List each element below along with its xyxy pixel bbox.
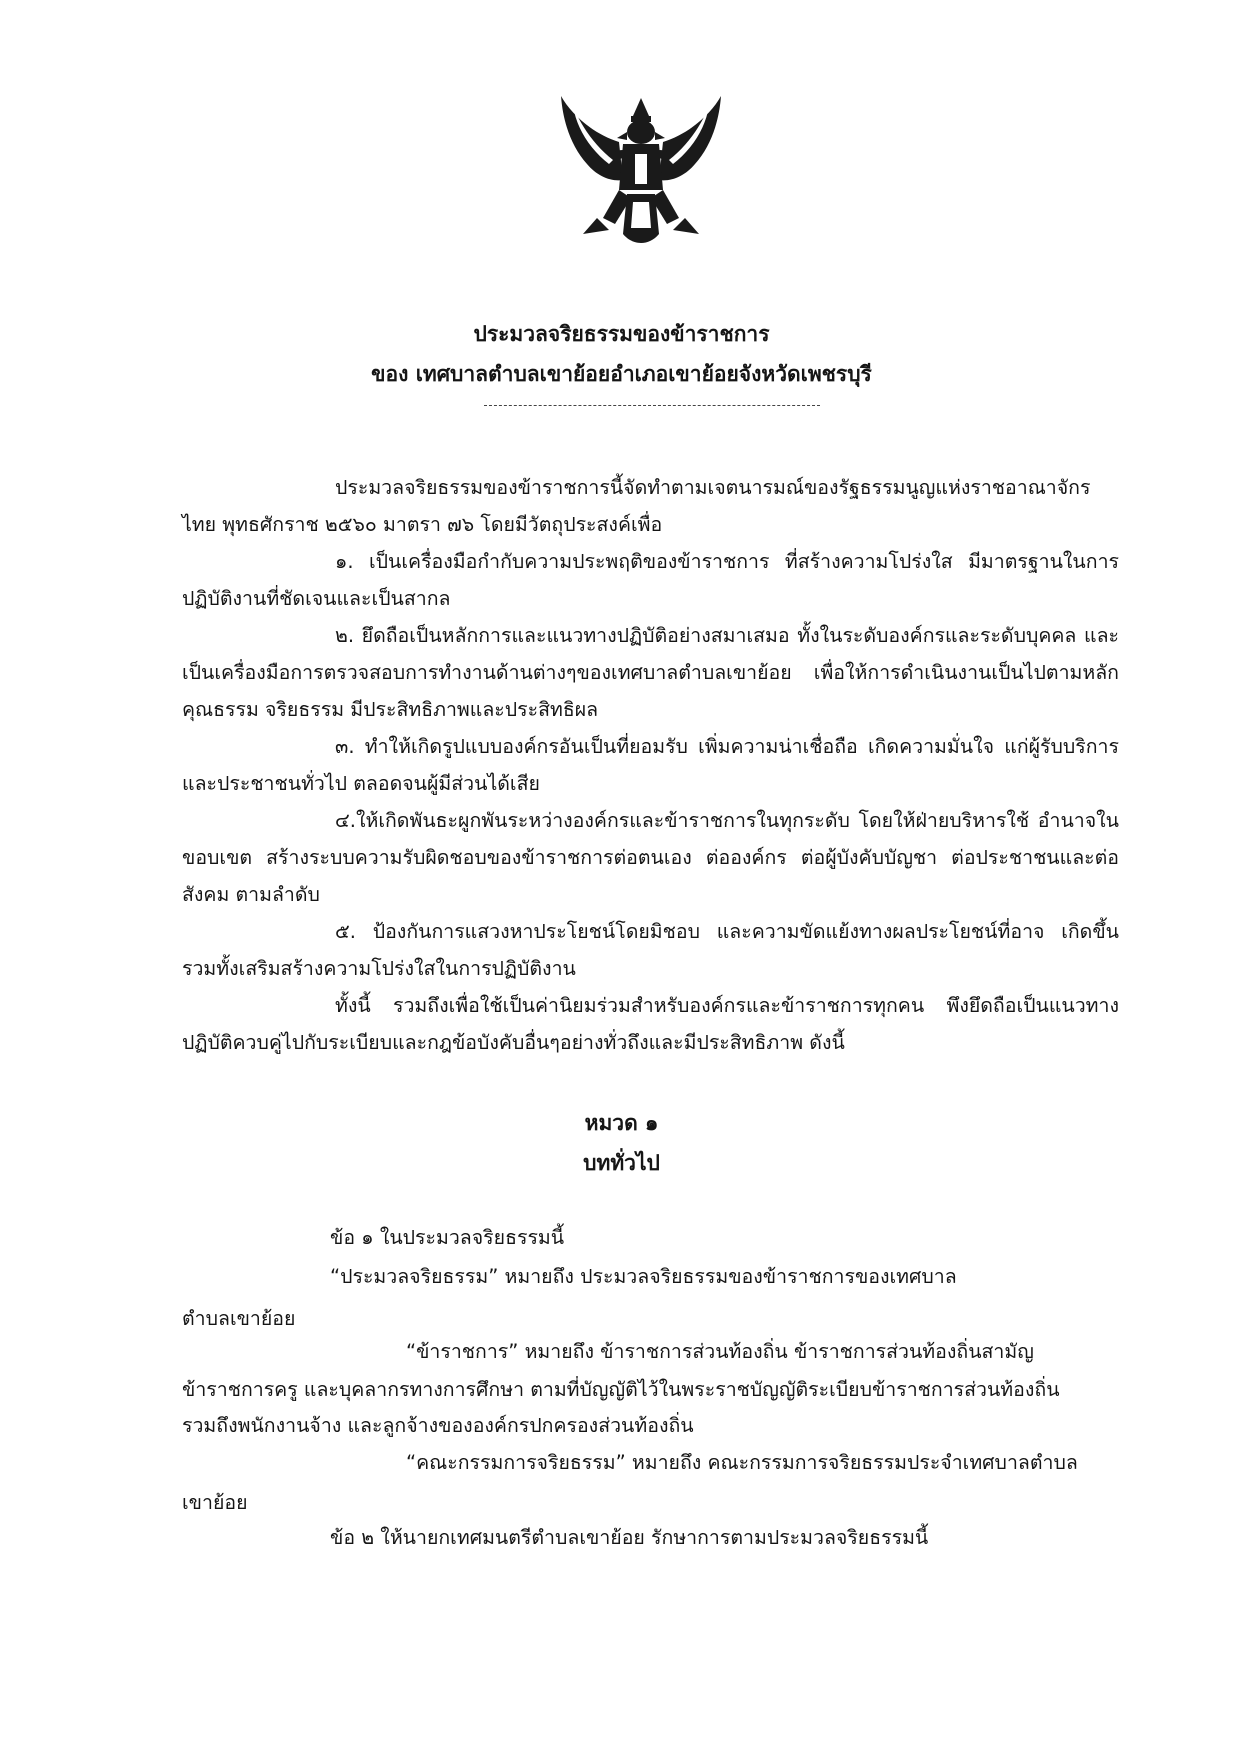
objective-item-5: ๕. ป้องกันการแสวงหาประโยชน์โดยมิชอบ และความขัดแย้งทางผลประโยชน์ที่อาจ เกิดขึ้นรวมทั้งเสริมสร้างความโปร่งใสในการปฏิบัติงาน bbox=[182, 920, 1119, 980]
preamble-paragraph: ประมวลจริยธรรมของข้าราชการนี้จัดทำตามเจตนารมณ์ของรัฐธรรมนูญแห่งราชอาณาจักรไทย พุทธศักราช ๒๕๖๐ มาตรา ๗๖ โดยมีวัตถุประสงค์เพื่อ bbox=[182, 476, 1091, 536]
definition-code-line1: “ประมวลจริยธรรม” หมายถึง ประมวลจริยธรรมของข้าราชการของเทศบาล bbox=[330, 1265, 957, 1288]
chapter-heading: หมวด ๑ bbox=[584, 1111, 659, 1135]
definition-official-line3: รวมถึงพนักงานจ้าง และลูกจ้างขององค์กรปกครองส่วนท้องถิ่น bbox=[182, 1414, 694, 1437]
definition-official-line2: ข้าราชการครู และบุคลากรทางการศึกษา ตามที่บัญญัติไว้ในพระราชบัญญัติระเบียบข้าราชการส่วนท้องถิ่น bbox=[182, 1378, 1060, 1401]
closing-paragraph: ทั้งนี้ รวมถึงเพื่อใช้เป็นค่านิยมร่วมสำหรับองค์กรและข้าราชการทุกคน พึงยึดถือเป็นแนวทางปฏิบัติควบคู่ไปกับระเบียบและกฎข้อบังคับอื่นๆอย่างทั่วถึงและมีประสิทธิภาพ ดังนี้ bbox=[182, 994, 1119, 1054]
chapter-subheading: บททั่วไป bbox=[583, 1151, 660, 1175]
title-divider bbox=[484, 405, 820, 406]
garuda-emblem bbox=[553, 94, 729, 250]
objective-item-1: ๑. เป็นเครื่องมือกำกับความประพฤติของข้าราชการ ที่สร้างความโปร่งใส มีมาตรฐานในการปฏิบัติงานที่ชัดเจนและเป็นสากล bbox=[182, 550, 1119, 610]
definition-committee-line2: เขาย้อย bbox=[182, 1491, 248, 1514]
document-subtitle: ของ เทศบาลตำบลเขาย้อยอำเภอเขาย้อยจังหวัดเพชรบุรี bbox=[371, 362, 872, 386]
objective-item-2: ๒. ยึดถือเป็นหลักการและแนวทางปฏิบัติอย่างสมาเสมอ ทั้งในระดับองค์กรและระดับบุคคล และเป็นเครื่องมือการตรวจสอบการทำงานด้านต่างๆของเทศบาลตำบลเขาย้อย เพื่อให้การดำเนินงานเป็นไปตามหลักคุณธรรม จริยธรรม มีประสิทธิภาพและประสิทธิผล bbox=[182, 624, 1119, 721]
article-1-intro: ข้อ ๑ ในประมวลจริยธรรมนี้ bbox=[330, 1226, 565, 1249]
definition-official-line1: “ข้าราชการ” หมายถึง ข้าราชการส่วนท้องถิ่น ข้าราชการส่วนท้องถิ่นสามัญ bbox=[406, 1340, 1034, 1363]
objective-item-3: ๓. ทำให้เกิดรูปแบบองค์กรอันเป็นที่ยอมรับ เพิ่มความน่าเชื่อถือ เกิดความมั่นใจ แก่ผู้รับบริการและประชาชนทั่วไป ตลอดจนผู้มีส่วนได้เสีย bbox=[182, 735, 1119, 795]
objective-item-4: ๔.ให้เกิดพันธะผูกพันระหว่างองค์กรและข้าราชการในทุกระดับ โดยให้ฝ่ายบริหารใช้ อำนาจในขอบเขต สร้างระบบความรับผิดชอบของข้าราชการต่อตนเอง ต่อองค์กร ต่อผู้บังคับบัญชา ต่อประชาชนและต่อสังคม ตามลำดับ bbox=[182, 809, 1119, 906]
article-2: ข้อ ๒ ให้นายกเทศมนตรีตำบลเขาย้อย รักษาการตามประมวลจริยธรรมนี้ bbox=[330, 1526, 929, 1549]
document-title: ประมวลจริยธรรมของข้าราชการ bbox=[473, 322, 770, 346]
definition-committee-line1: “คณะกรรมการจริยธรรม” หมายถึง คณะกรรมการจริยธรรมประจำเทศบาลตำบล bbox=[406, 1451, 1078, 1474]
definition-code-line2: ตำบลเขาย้อย bbox=[182, 1307, 296, 1330]
